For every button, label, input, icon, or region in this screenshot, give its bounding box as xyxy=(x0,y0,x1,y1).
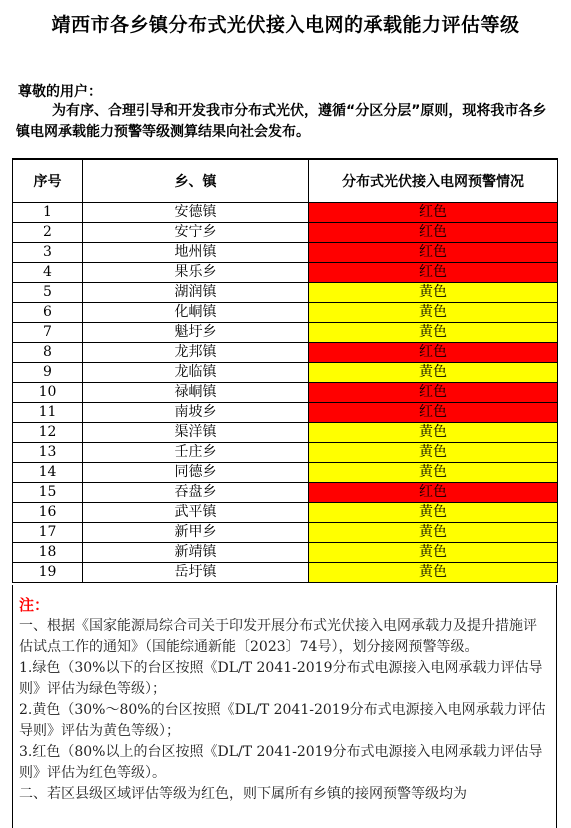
row-number: 5 xyxy=(13,283,83,303)
table-row xyxy=(13,223,558,243)
warning-level-cell: 红色 xyxy=(309,383,558,403)
township-name: 岳圩镇 xyxy=(83,563,309,583)
warning-level-cell: 红色 xyxy=(309,343,558,363)
table-row xyxy=(13,303,558,323)
warning-level-cell: 黄色 xyxy=(309,543,558,563)
table-row xyxy=(13,563,558,583)
township-name: 壬庄乡 xyxy=(83,443,309,463)
table-row xyxy=(13,263,558,283)
table-header-row xyxy=(13,159,558,203)
table-row xyxy=(13,383,558,403)
warning-level-cell: 黄色 xyxy=(309,463,558,483)
township-name: 龙临镇 xyxy=(83,363,309,383)
warning-level-cell: 黄色 xyxy=(309,423,558,443)
page-title: 靖西市各乡镇分布式光伏接入电网的承载能力评估等级 xyxy=(51,14,520,36)
warning-level-table xyxy=(12,158,558,583)
warning-level-cell: 黄色 xyxy=(309,303,558,323)
row-number: 9 xyxy=(13,363,83,383)
row-number: 1 xyxy=(13,203,83,223)
notes-title: 注： xyxy=(19,596,50,614)
township-name: 同德乡 xyxy=(83,463,309,483)
warning-level-cell: 红色 xyxy=(309,243,558,263)
warning-level-cell: 红色 xyxy=(309,263,558,283)
row-number: 4 xyxy=(13,263,83,283)
table-row xyxy=(13,203,558,223)
note-item: 二、若区县级区域评估等级为红色，则下属所有乡镇的接网预警等级均为 xyxy=(19,786,467,802)
row-number: 14 xyxy=(13,463,83,483)
row-number: 2 xyxy=(13,223,83,243)
row-number: 11 xyxy=(13,403,83,423)
table-row xyxy=(13,243,558,263)
township-name: 新靖镇 xyxy=(83,543,309,563)
township-name: 魁圩乡 xyxy=(83,323,309,343)
row-number: 6 xyxy=(13,303,83,323)
warning-level-cell: 黄色 xyxy=(309,523,558,543)
row-number: 7 xyxy=(13,323,83,343)
township-name: 武平镇 xyxy=(83,503,309,523)
township-name: 禄峒镇 xyxy=(83,383,309,403)
township-name: 安宁乡 xyxy=(83,223,309,243)
table-row xyxy=(13,463,558,483)
header-warning-status: 分布式光伏接入电网预警情况 xyxy=(309,159,558,203)
note-item: 1.绿色（30%以下的台区按照《DL/T 2041-2019分布式电源接入电网承载力评估导则》评估为绿色等级）； xyxy=(19,660,543,697)
warning-level-cell: 红色 xyxy=(309,203,558,223)
row-number: 13 xyxy=(13,443,83,463)
table-row xyxy=(13,403,558,423)
warning-level-cell: 黄色 xyxy=(309,563,558,583)
row-number: 16 xyxy=(13,503,83,523)
warning-level-cell: 黄色 xyxy=(309,323,558,343)
row-number: 10 xyxy=(13,383,83,403)
township-name: 龙邦镇 xyxy=(83,343,309,363)
header-township: 乡、镇 xyxy=(83,159,309,203)
row-number: 17 xyxy=(13,523,83,543)
warning-level-cell: 红色 xyxy=(309,403,558,423)
table-row xyxy=(13,503,558,523)
row-number: 18 xyxy=(13,543,83,563)
table-body xyxy=(13,203,558,583)
table-row xyxy=(13,323,558,343)
notes-list xyxy=(19,616,550,805)
table-row xyxy=(13,283,558,303)
township-name: 南坡乡 xyxy=(83,403,309,423)
row-number: 12 xyxy=(13,423,83,443)
table-row xyxy=(13,363,558,383)
table-row xyxy=(13,523,558,543)
note-item: 3.红色（80%以上的台区按照《DL/T 2041-2019分布式电源接入电网承载力评估导则》评估为红色等级）。 xyxy=(19,744,543,781)
warning-level-cell: 黄色 xyxy=(309,283,558,303)
table-row xyxy=(13,423,558,443)
note-item: 一、根据《国家能源局综合司关于印发开展分布式光伏接入电网承载力及提升措施评估试点工作的通知》（国能综通新能〔2023〕74号），划分接网预警等级。 xyxy=(19,618,537,655)
township-name: 新甲乡 xyxy=(83,523,309,543)
township-name: 化峒镇 xyxy=(83,303,309,323)
township-name: 渠洋镇 xyxy=(83,423,309,443)
township-name: 果乐乡 xyxy=(83,263,309,283)
warning-level-cell: 红色 xyxy=(309,483,558,503)
township-name: 湖润镇 xyxy=(83,283,309,303)
row-number: 15 xyxy=(13,483,83,503)
note-item: 2.黄色（30%～80%的台区按照《DL/T 2041-2019分布式电源接入电网承载力评估导则》评估为黄色等级）； xyxy=(19,702,546,739)
township-name: 安德镇 xyxy=(83,203,309,223)
greeting: 尊敬的用户： xyxy=(18,84,102,100)
table-row xyxy=(13,543,558,563)
row-number: 19 xyxy=(13,563,83,583)
township-name: 吞盘乡 xyxy=(83,483,309,503)
table-row xyxy=(13,483,558,503)
row-number: 3 xyxy=(13,243,83,263)
table-row xyxy=(13,343,558,363)
notes-section xyxy=(12,585,557,828)
row-number: 8 xyxy=(13,343,83,363)
warning-level-cell: 黄色 xyxy=(309,363,558,383)
warning-level-cell: 黄色 xyxy=(309,503,558,523)
warning-level-cell: 红色 xyxy=(309,223,558,243)
table-row xyxy=(13,443,558,463)
intro-paragraph: 为有序、合理引导和开发我市分布式光伏，遵循“分区分层”原则，现将我市各乡镇电网承载能力预警等级测算结果向社会发布。 xyxy=(16,103,547,140)
header-number: 序号 xyxy=(13,159,83,203)
township-name: 地州镇 xyxy=(83,243,309,263)
warning-level-cell: 黄色 xyxy=(309,443,558,463)
